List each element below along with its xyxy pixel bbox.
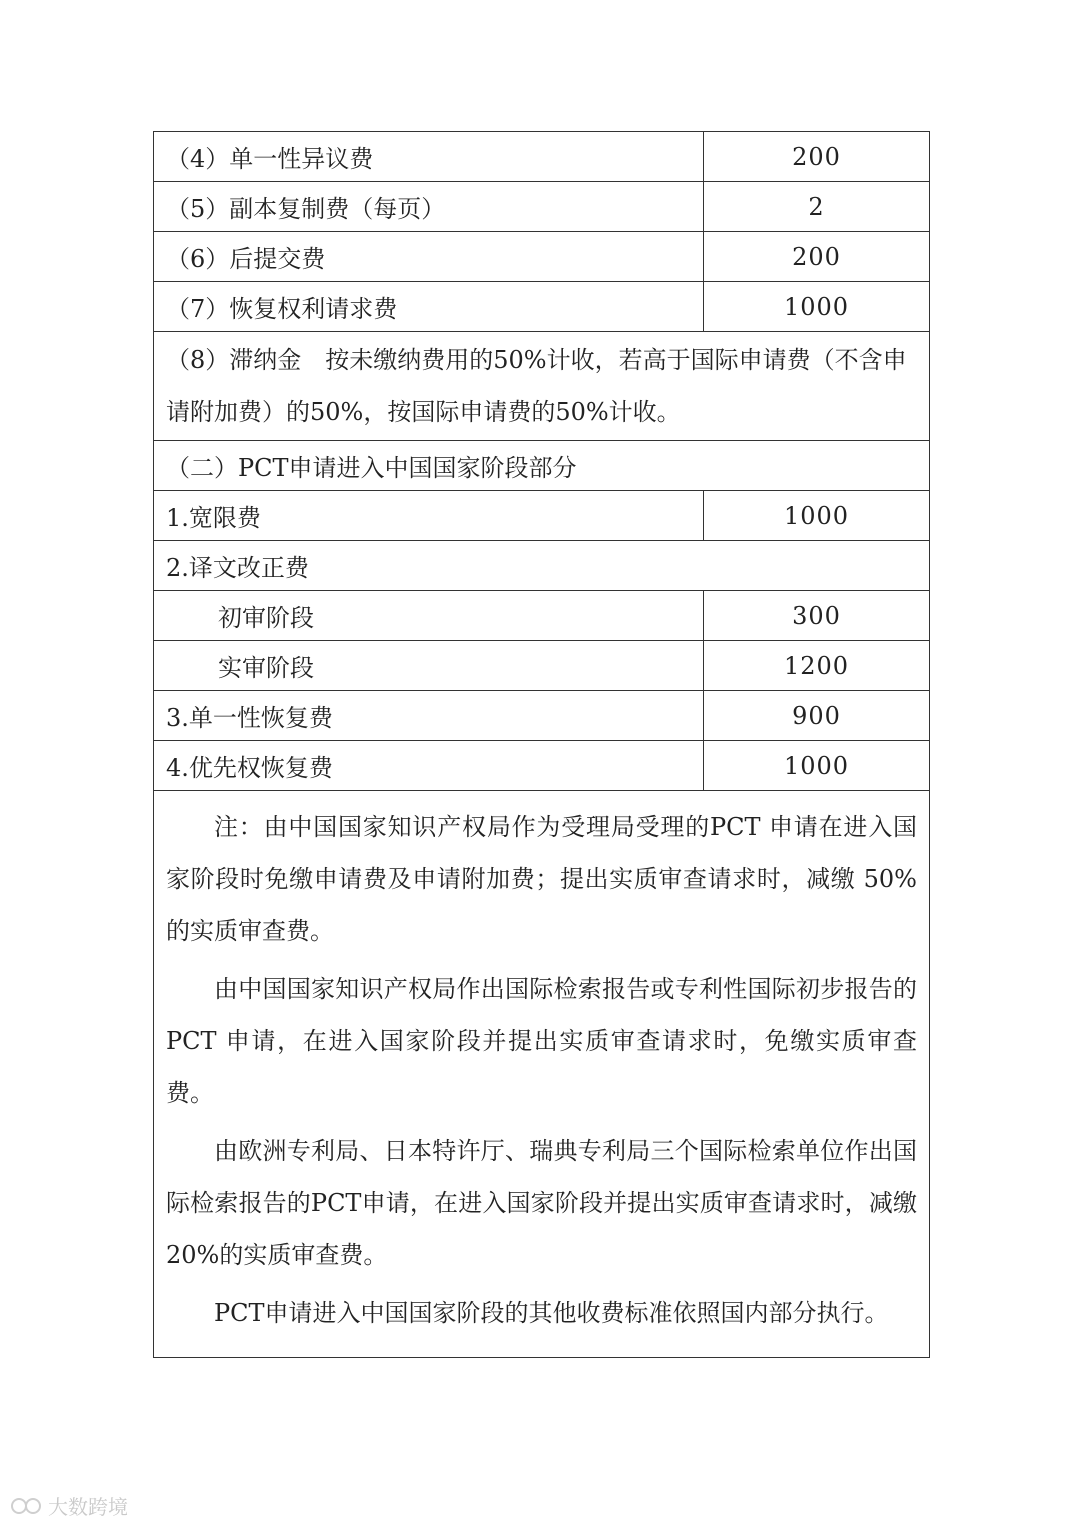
watermark (10, 1490, 128, 1520)
fee-label: （6）后提交费 (154, 232, 704, 282)
fee-amount: 200 (704, 232, 930, 282)
fee-label: 2.译文改正费 (154, 541, 930, 591)
section-title: （二）PCT申请进入中国国家阶段部分 (154, 441, 930, 491)
watermark-logo-icon (10, 1494, 44, 1516)
fee-amount: 1000 (704, 741, 930, 791)
table-row (154, 641, 930, 691)
table-row (154, 232, 930, 282)
table-row (154, 791, 930, 1358)
fee-amount: 1000 (704, 491, 930, 541)
fee-amount: 1000 (704, 282, 930, 332)
table-row (154, 132, 930, 182)
note-paragraph: 由中国国家知识产权局作出国际检索报告或专利性国际初步报告的 PCT 申请，在进入国家阶段并提出实质审查请求时，免缴实质审查费。 (166, 975, 917, 1107)
note-paragraph: PCT申请进入中国国家阶段的其他收费标准依照国内部分执行。 (214, 1299, 889, 1327)
table-row (154, 182, 930, 232)
table-row (154, 282, 930, 332)
fee-label: （5）副本复制费（每页） (154, 182, 704, 232)
note-paragraph: 注：由中国国家知识产权局作为受理局受理的PCT 申请在进入国家阶段时免缴申请费及申请附加费；提出实质审查请求时，减缴 50%的实质审查费。 (166, 813, 917, 945)
table-row (154, 491, 930, 541)
fee-table (153, 131, 930, 1358)
table-row (154, 591, 930, 641)
table-row (154, 541, 930, 591)
note-paragraph: 由欧洲专利局、日本特许厅、瑞典专利局三个国际检索单位作出国际检索报告的PCT申请，在进入国家阶段并提出实质审查请求时，减缴 20%的实质审查费。 (166, 1137, 917, 1269)
table-row (154, 691, 930, 741)
fee-amount: 2 (704, 182, 930, 232)
watermark-text: 大数跨境 (48, 1494, 128, 1519)
notes-cell (154, 791, 930, 1358)
table-row (154, 741, 930, 791)
fee-amount: 200 (704, 132, 930, 182)
fee-label: 初审阶段 (154, 591, 704, 641)
table-row (154, 441, 930, 491)
fee-label: 1.宽限费 (154, 491, 704, 541)
fee-label: （4）单一性异议费 (154, 132, 704, 182)
fee-amount: 1200 (704, 641, 930, 691)
late-fee-text: （8）滞纳金 按未缴纳费用的50%计收，若高于国际申请费（不含申请附加费）的50%，按国际申请费的50%计收。 (154, 332, 930, 441)
fee-label: 实审阶段 (154, 641, 704, 691)
fee-label: 3.单一性恢复费 (154, 691, 704, 741)
fee-amount: 300 (704, 591, 930, 641)
fee-label: （7）恢复权利请求费 (154, 282, 704, 332)
fee-label: 4.优先权恢复费 (154, 741, 704, 791)
table-row (154, 332, 930, 441)
fee-amount: 900 (704, 691, 930, 741)
